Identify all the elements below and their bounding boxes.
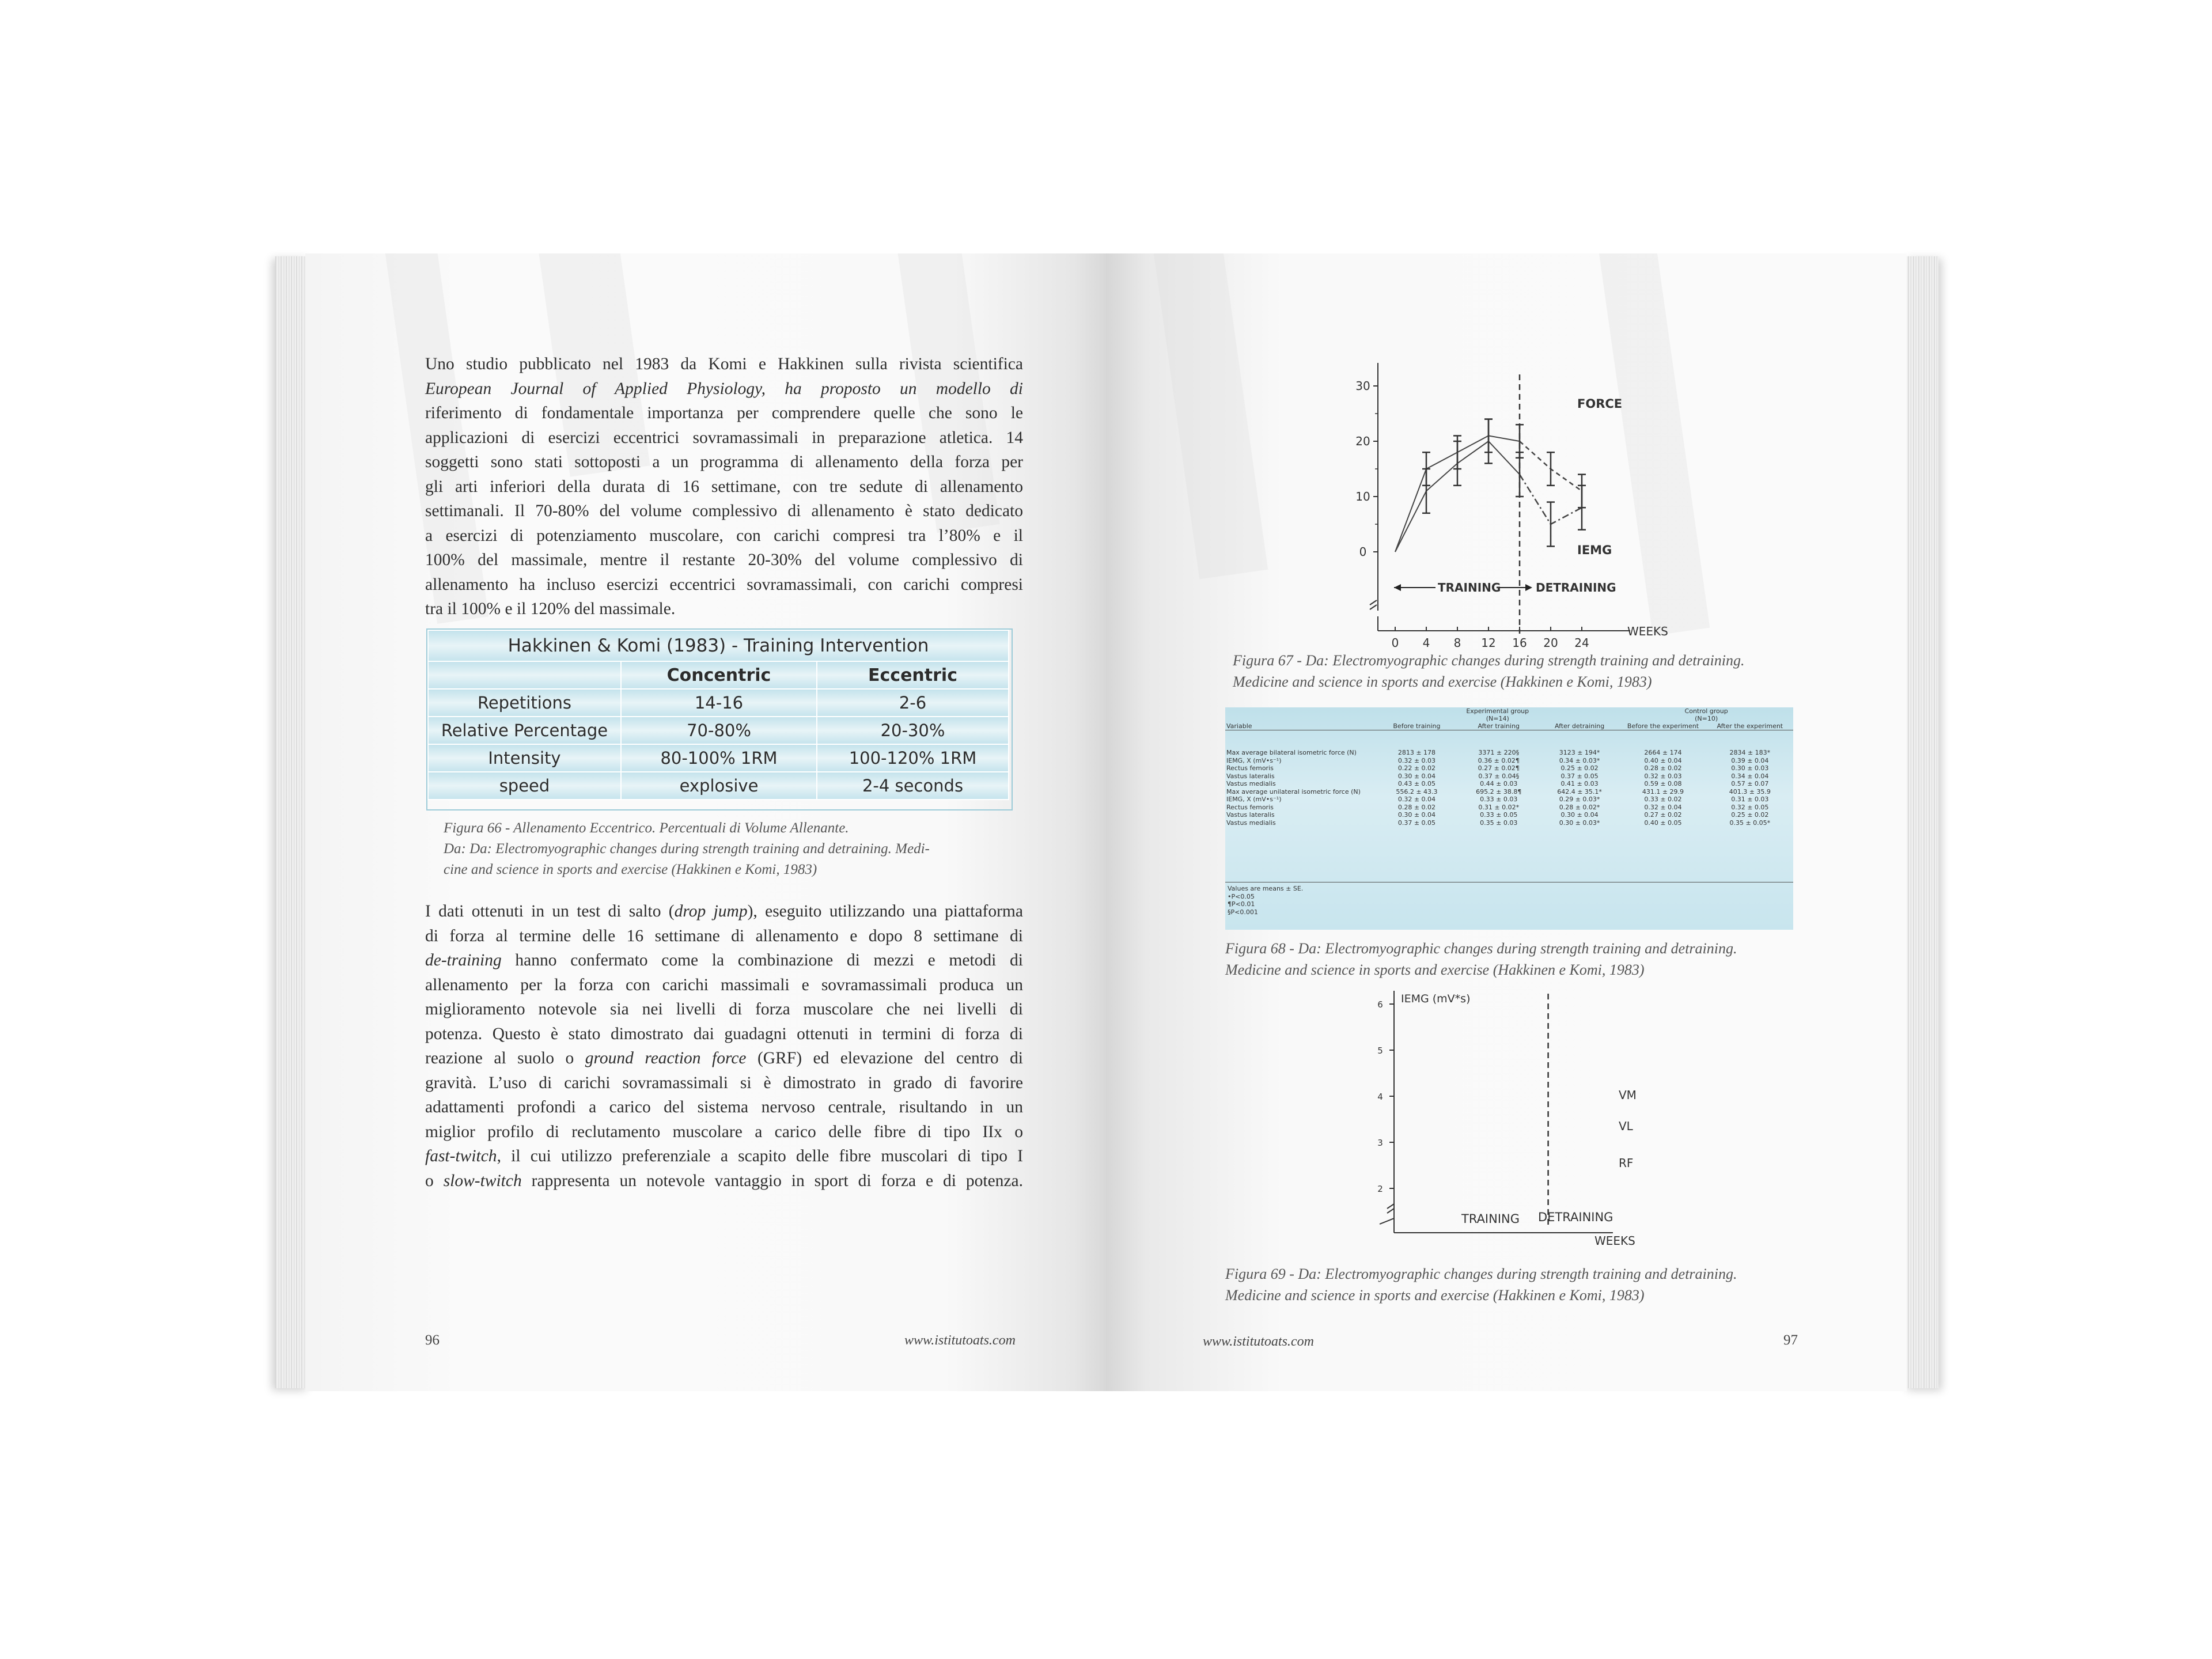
arrow-head-right bbox=[1525, 584, 1532, 591]
stats-value: 0.32 ± 0.04 bbox=[1397, 796, 1436, 803]
variable-header: Variable bbox=[1225, 722, 1376, 730]
stats-value: 0.32 ± 0.03 bbox=[1397, 756, 1436, 764]
group-experimental-label: Experimental group bbox=[1466, 707, 1529, 715]
text-line: I dati ottenuti in un test di salto (drop jump), eseguito utilizzando una piattaforma bbox=[425, 902, 1023, 921]
text-line: fast-twitch, il cui utilizzo preferenziale a scapito delle fibre muscolari di tipo I bbox=[425, 1147, 1023, 1165]
caption-line: Medicine and science in sports and exercise (Hakkinen e Komi, 1983) bbox=[1225, 961, 1645, 978]
stats-row bbox=[1225, 764, 1793, 772]
cell: 14-16 bbox=[621, 689, 817, 717]
text-line: reazione al suolo o ground reaction force (GRF) ed elevazione del centro di bbox=[425, 1049, 1023, 1067]
stats-variable: Vastus lateralis bbox=[1226, 811, 1275, 819]
training-label: TRAINING bbox=[1461, 1212, 1520, 1226]
results-paragraph bbox=[425, 899, 1023, 1193]
x-tick-label: 12 bbox=[1481, 636, 1496, 650]
y-tick-label: 20 bbox=[1355, 434, 1370, 448]
text-line: settimanali. Il 70-80% del volume complessivo di allenamento è stato dedicato bbox=[425, 502, 1023, 520]
x-tick-label: 16 bbox=[1512, 636, 1527, 650]
stats-value: 0.28 ± 0.02* bbox=[1559, 803, 1600, 811]
stats-value: 0.30 ± 0.03* bbox=[1559, 819, 1600, 827]
page-number-right: 97 bbox=[1783, 1332, 1798, 1348]
stats-value: 0.32 ± 0.05 bbox=[1731, 803, 1769, 811]
stats-row bbox=[1225, 772, 1793, 781]
stats-value: 0.25 ± 0.02 bbox=[1560, 764, 1599, 772]
y-tick-label: 6 bbox=[1377, 999, 1383, 1010]
stats-row bbox=[1225, 788, 1793, 796]
cell: 70-80% bbox=[621, 717, 817, 744]
cell: 2-6 bbox=[817, 689, 1009, 717]
stats-variable: Rectus femoris bbox=[1226, 764, 1274, 772]
stats-value: 3123 ± 194* bbox=[1559, 749, 1600, 756]
axis-break bbox=[1370, 600, 1377, 605]
table-title: Hakkinen & Komi (1983) - Training Intervention bbox=[428, 630, 1009, 661]
caption-line: Figura 66 - Allenamento Eccentrico. Percentuali di Volume Allenante. bbox=[444, 820, 849, 836]
subhead: Before the experiment bbox=[1619, 722, 1706, 730]
text-line: miglior profilo di reclutamento muscolare a carico delle fibre di tipo IIx o bbox=[425, 1122, 1023, 1141]
stats-value: 431.1 ± 29.9 bbox=[1642, 787, 1684, 796]
stats-value: 0.57 ± 0.07 bbox=[1731, 780, 1769, 787]
column-header-eccentric: Eccentric bbox=[817, 661, 1009, 689]
detraining-label: DETRAINING bbox=[1538, 1210, 1613, 1224]
page-edges-right bbox=[1904, 256, 1938, 1388]
x-tick-label: 0 bbox=[1391, 636, 1399, 650]
stats-value: 642.4 ± 35.1* bbox=[1557, 787, 1602, 796]
x-tick-label: 24 bbox=[1574, 636, 1589, 650]
cell: explosive bbox=[621, 772, 817, 800]
figure-67-chart bbox=[1348, 363, 1682, 657]
text-line: di forza al termine delle 16 settimane di allenamento e dopo 8 settimane di bbox=[425, 926, 1023, 945]
text-line: applicazioni di esercizi eccentrici sovramassimali in preparazione atletica. 14 bbox=[425, 428, 1023, 447]
stats-value: 0.32 ± 0.04 bbox=[1644, 803, 1682, 811]
stats-variable: IEMG, X (mV•s⁻¹) bbox=[1226, 796, 1282, 803]
text-line: riferimento di fondamentale importanza per comprendere quelle che sono le bbox=[425, 404, 1023, 422]
cell: 100-120% 1RM bbox=[817, 744, 1009, 772]
footnote: ¶P<0.01 bbox=[1228, 900, 1255, 908]
stats-row bbox=[1225, 757, 1793, 765]
stats-row bbox=[1225, 796, 1793, 804]
stats-variable: IEMG, X (mV•s⁻¹) bbox=[1226, 756, 1282, 764]
caption-line: Figura 68 - Da: Electromyographic changes during strength training and detraining. bbox=[1225, 940, 1737, 957]
caption-line: Medicine and science in sports and exercise (Hakkinen e Komi, 1983) bbox=[1233, 673, 1652, 690]
row-label: Relative Percentage bbox=[428, 717, 621, 744]
stats-value: 0.41 ± 0.03 bbox=[1560, 780, 1599, 787]
stats-value: 2664 ± 174 bbox=[1644, 749, 1682, 756]
figure-69-caption bbox=[1225, 1263, 1893, 1306]
subhead: After detraining bbox=[1540, 722, 1619, 730]
row-label: speed bbox=[428, 772, 621, 800]
x-tick-label: 8 bbox=[1453, 636, 1461, 650]
stats-value: 0.28 ± 0.02 bbox=[1397, 803, 1436, 811]
stats-value: 0.32 ± 0.03 bbox=[1644, 772, 1682, 780]
row-label: Repetitions bbox=[428, 689, 621, 717]
group-experimental-n: (N=14) bbox=[1486, 715, 1509, 722]
stats-value: 0.33 ± 0.03 bbox=[1480, 796, 1518, 803]
stats-variable: Rectus femoris bbox=[1226, 803, 1274, 811]
x-tick-label: 4 bbox=[1422, 636, 1430, 650]
stats-value: 0.34 ± 0.03* bbox=[1559, 756, 1600, 764]
stats-value: 2834 ± 183* bbox=[1729, 749, 1771, 756]
text-line: potenza. Questo è stato dimostrato dai guadagni ottenuti in termini di forza di bbox=[425, 1024, 1023, 1043]
y-tick-label: 10 bbox=[1355, 490, 1370, 503]
figure-68-stats-table bbox=[1225, 707, 1793, 930]
text-line: tra il 100% e il 120% del massimale. bbox=[425, 600, 676, 618]
text-line: 100% del massimale, mentre il restante 20-30% del volume complessivo di bbox=[425, 551, 1023, 569]
y-axis-label: IEMG (mV*s) bbox=[1401, 993, 1471, 1005]
stats-value: 2813 ± 178 bbox=[1397, 749, 1436, 756]
text-line: allenamento per la forza con carichi massimali e sovramassimali produca un bbox=[425, 975, 1023, 994]
stats-corner bbox=[1225, 707, 1376, 722]
group-control-label: Control group bbox=[1684, 707, 1728, 715]
table-row bbox=[428, 717, 1009, 744]
stats-row bbox=[1225, 819, 1793, 827]
text-line: miglioramento notevole sia nei livelli di forza muscolare che nei livelli di bbox=[425, 1000, 1023, 1018]
stats-value: 0.43 ± 0.05 bbox=[1397, 780, 1436, 787]
stats-value: 0.22 ± 0.02 bbox=[1397, 764, 1436, 772]
axis-break bbox=[1370, 605, 1377, 609]
training-label: TRAINING bbox=[1438, 581, 1501, 594]
row-label: Intensity bbox=[428, 744, 621, 772]
text-line: o slow-twitch rappresenta un notevole vantaggio in sport di forza e di potenza. bbox=[425, 1171, 1023, 1190]
stats-value: 0.36 ± 0.02¶ bbox=[1478, 756, 1520, 764]
x-axis-label: WEEKS bbox=[1594, 1234, 1635, 1248]
stats-variable: Vastus medialis bbox=[1226, 819, 1276, 827]
caption-line: cine and science in sports and exercise (Hakkinen e Komi, 1983) bbox=[444, 862, 817, 877]
stats-value: 0.37 ± 0.05 bbox=[1397, 819, 1436, 827]
x-tick-label: 20 bbox=[1543, 636, 1558, 650]
stats-value: 0.31 ± 0.02* bbox=[1478, 803, 1520, 811]
page-edges-left bbox=[275, 256, 310, 1388]
text-line: adattamenti profondi a carico del sistema nervoso centrale, risultando in un bbox=[425, 1098, 1023, 1116]
figure-66-caption bbox=[444, 818, 1008, 880]
stats-value: 0.27 ± 0.02¶ bbox=[1478, 764, 1520, 772]
figure-67-caption bbox=[1233, 650, 1889, 692]
stats-value: 0.31 ± 0.03 bbox=[1731, 796, 1769, 803]
footer-url-right: www.istitutoats.com bbox=[1203, 1334, 1314, 1349]
text-line: soggetti sono stati sottoposti a un programma di allenamento della forza per bbox=[425, 453, 1023, 471]
series-label-iemg: IEMG bbox=[1577, 543, 1612, 557]
group-control bbox=[1619, 707, 1793, 722]
cell: 2-4 seconds bbox=[817, 772, 1009, 800]
group-control-n: (N=10) bbox=[1695, 715, 1718, 722]
footnote: Values are means ± SE. bbox=[1228, 885, 1304, 892]
figure-68-caption bbox=[1225, 938, 1893, 980]
group-experimental bbox=[1376, 707, 1619, 722]
subhead: After training bbox=[1458, 722, 1540, 730]
subhead: After the experiment bbox=[1707, 722, 1793, 730]
table-corner-cell bbox=[428, 661, 621, 689]
detraining-label: DETRAINING bbox=[1536, 581, 1616, 594]
stats-value: 0.35 ± 0.03 bbox=[1480, 819, 1518, 827]
text-line: gli arti inferiori della durata di 16 settimane, con tre sedute di allenamento bbox=[425, 477, 1023, 496]
stats-value: 0.37 ± 0.04§ bbox=[1478, 772, 1520, 780]
axis-break bbox=[1387, 1204, 1394, 1209]
stats-value: 0.39 ± 0.04 bbox=[1731, 756, 1769, 764]
y-tick-label: 4 bbox=[1377, 1092, 1383, 1102]
arrow-head-left bbox=[1394, 584, 1401, 591]
cell: 80-100% 1RM bbox=[621, 744, 817, 772]
stats-variable: Max average unilateral isometric force (N) bbox=[1226, 787, 1361, 796]
footnote: •P<0.05 bbox=[1228, 892, 1255, 900]
axis-break-lower bbox=[1380, 1218, 1394, 1224]
stats-value: 556.2 ± 43.3 bbox=[1396, 787, 1438, 796]
stats-value: 0.40 ± 0.05 bbox=[1644, 819, 1682, 827]
series-label-vm: VM bbox=[1619, 1088, 1637, 1102]
table-row bbox=[428, 744, 1009, 772]
text-line: de-training hanno confermato come la combinazione di mezzi e metodi di bbox=[425, 951, 1023, 969]
series-label-force: FORCE bbox=[1577, 397, 1623, 411]
stats-value: 0.33 ± 0.05 bbox=[1480, 811, 1518, 819]
table-row bbox=[428, 772, 1009, 800]
stats-variable: Vastus medialis bbox=[1226, 780, 1276, 787]
text-line: European Journal of Applied Physiology, ha proposto un modello di bbox=[425, 379, 1023, 398]
page-number-left: 96 bbox=[425, 1332, 440, 1348]
axis-break bbox=[1387, 1209, 1394, 1213]
stats-value: 0.30 ± 0.04 bbox=[1560, 811, 1599, 819]
stats-row bbox=[1225, 804, 1793, 812]
y-tick-label: 30 bbox=[1355, 379, 1370, 393]
y-tick-label: 2 bbox=[1377, 1184, 1383, 1194]
x-axis-label: WEEKS bbox=[1627, 624, 1668, 638]
text-line: a esercizi di potenziamento muscolare, con carichi compresi tra l’80% e il bbox=[425, 526, 1023, 545]
stats-value: 0.29 ± 0.03* bbox=[1559, 796, 1600, 803]
stats-value: 0.34 ± 0.04 bbox=[1731, 772, 1769, 780]
stats-value: 0.30 ± 0.03 bbox=[1731, 764, 1769, 772]
series-label-rf: RF bbox=[1619, 1156, 1634, 1170]
figure-69-chart bbox=[1325, 991, 1671, 1262]
stats-variable: Vastus lateralis bbox=[1226, 772, 1275, 780]
stats-value: 0.35 ± 0.05* bbox=[1729, 819, 1771, 827]
intro-paragraph bbox=[425, 352, 1023, 622]
column-header-concentric: Concentric bbox=[621, 661, 817, 689]
series-label-vl: VL bbox=[1619, 1119, 1633, 1133]
stats-value: 3371 ± 220§ bbox=[1478, 749, 1520, 756]
stats-value: 0.30 ± 0.04 bbox=[1397, 811, 1436, 819]
stats-value: 695.2 ± 38.8¶ bbox=[1476, 787, 1522, 796]
footer-url-left: www.istitutoats.com bbox=[904, 1333, 1016, 1348]
caption-line: Medicine and science in sports and exercise (Hakkinen e Komi, 1983) bbox=[1225, 1287, 1645, 1304]
caption-line: Figura 67 - Da: Electromyographic changes during strength training and detraining. bbox=[1233, 652, 1745, 669]
watermark-stroke bbox=[1152, 253, 1268, 579]
stats-footnotes bbox=[1228, 885, 1303, 916]
subhead: Before training bbox=[1376, 722, 1457, 730]
caption-line: Da: Da: Electromyographic changes during strength training and detraining. Medi- bbox=[444, 841, 930, 857]
y-tick-label: 5 bbox=[1377, 1046, 1383, 1056]
text-line: Uno studio pubblicato nel 1983 da Komi e Hakkinen sulla rivista scientifica bbox=[425, 355, 1023, 373]
cell: 20-30% bbox=[817, 717, 1009, 744]
y-tick-label: 0 bbox=[1359, 545, 1367, 559]
stats-variable: Max average bilateral isometric force (N) bbox=[1226, 749, 1357, 756]
stats-value: 0.37 ± 0.05 bbox=[1560, 772, 1599, 780]
stats-value: 0.28 ± 0.02 bbox=[1644, 764, 1682, 772]
footnote: §P<0.001 bbox=[1228, 908, 1258, 916]
stats-row bbox=[1225, 780, 1793, 788]
stats-value: 0.44 ± 0.03 bbox=[1480, 780, 1518, 787]
stats-value: 0.33 ± 0.02 bbox=[1644, 796, 1682, 803]
stats-value: 0.59 ± 0.08 bbox=[1644, 780, 1682, 787]
stats-value: 0.40 ± 0.04 bbox=[1644, 756, 1682, 764]
text-line: allenamento ha incluso esercizi eccentrici sovramassimali, con carichi compresi bbox=[425, 575, 1023, 594]
stats-row bbox=[1225, 749, 1793, 757]
y-tick-label: 3 bbox=[1377, 1138, 1383, 1148]
table-row bbox=[428, 689, 1009, 717]
stats-value: 0.30 ± 0.04 bbox=[1397, 772, 1436, 780]
stats-value: 0.25 ± 0.02 bbox=[1731, 811, 1769, 819]
training-intervention-table bbox=[427, 630, 1009, 800]
stats-value: 401.3 ± 35.9 bbox=[1729, 787, 1771, 796]
caption-line: Figura 69 - Da: Electromyographic changes during strength training and detraining. bbox=[1225, 1266, 1737, 1282]
text-line: gravità. L’uso di carichi sovramassimali si è dimostrato in grado di favorire bbox=[425, 1073, 1023, 1092]
stats-row bbox=[1225, 811, 1793, 819]
stats-value: 0.27 ± 0.02 bbox=[1644, 811, 1682, 819]
